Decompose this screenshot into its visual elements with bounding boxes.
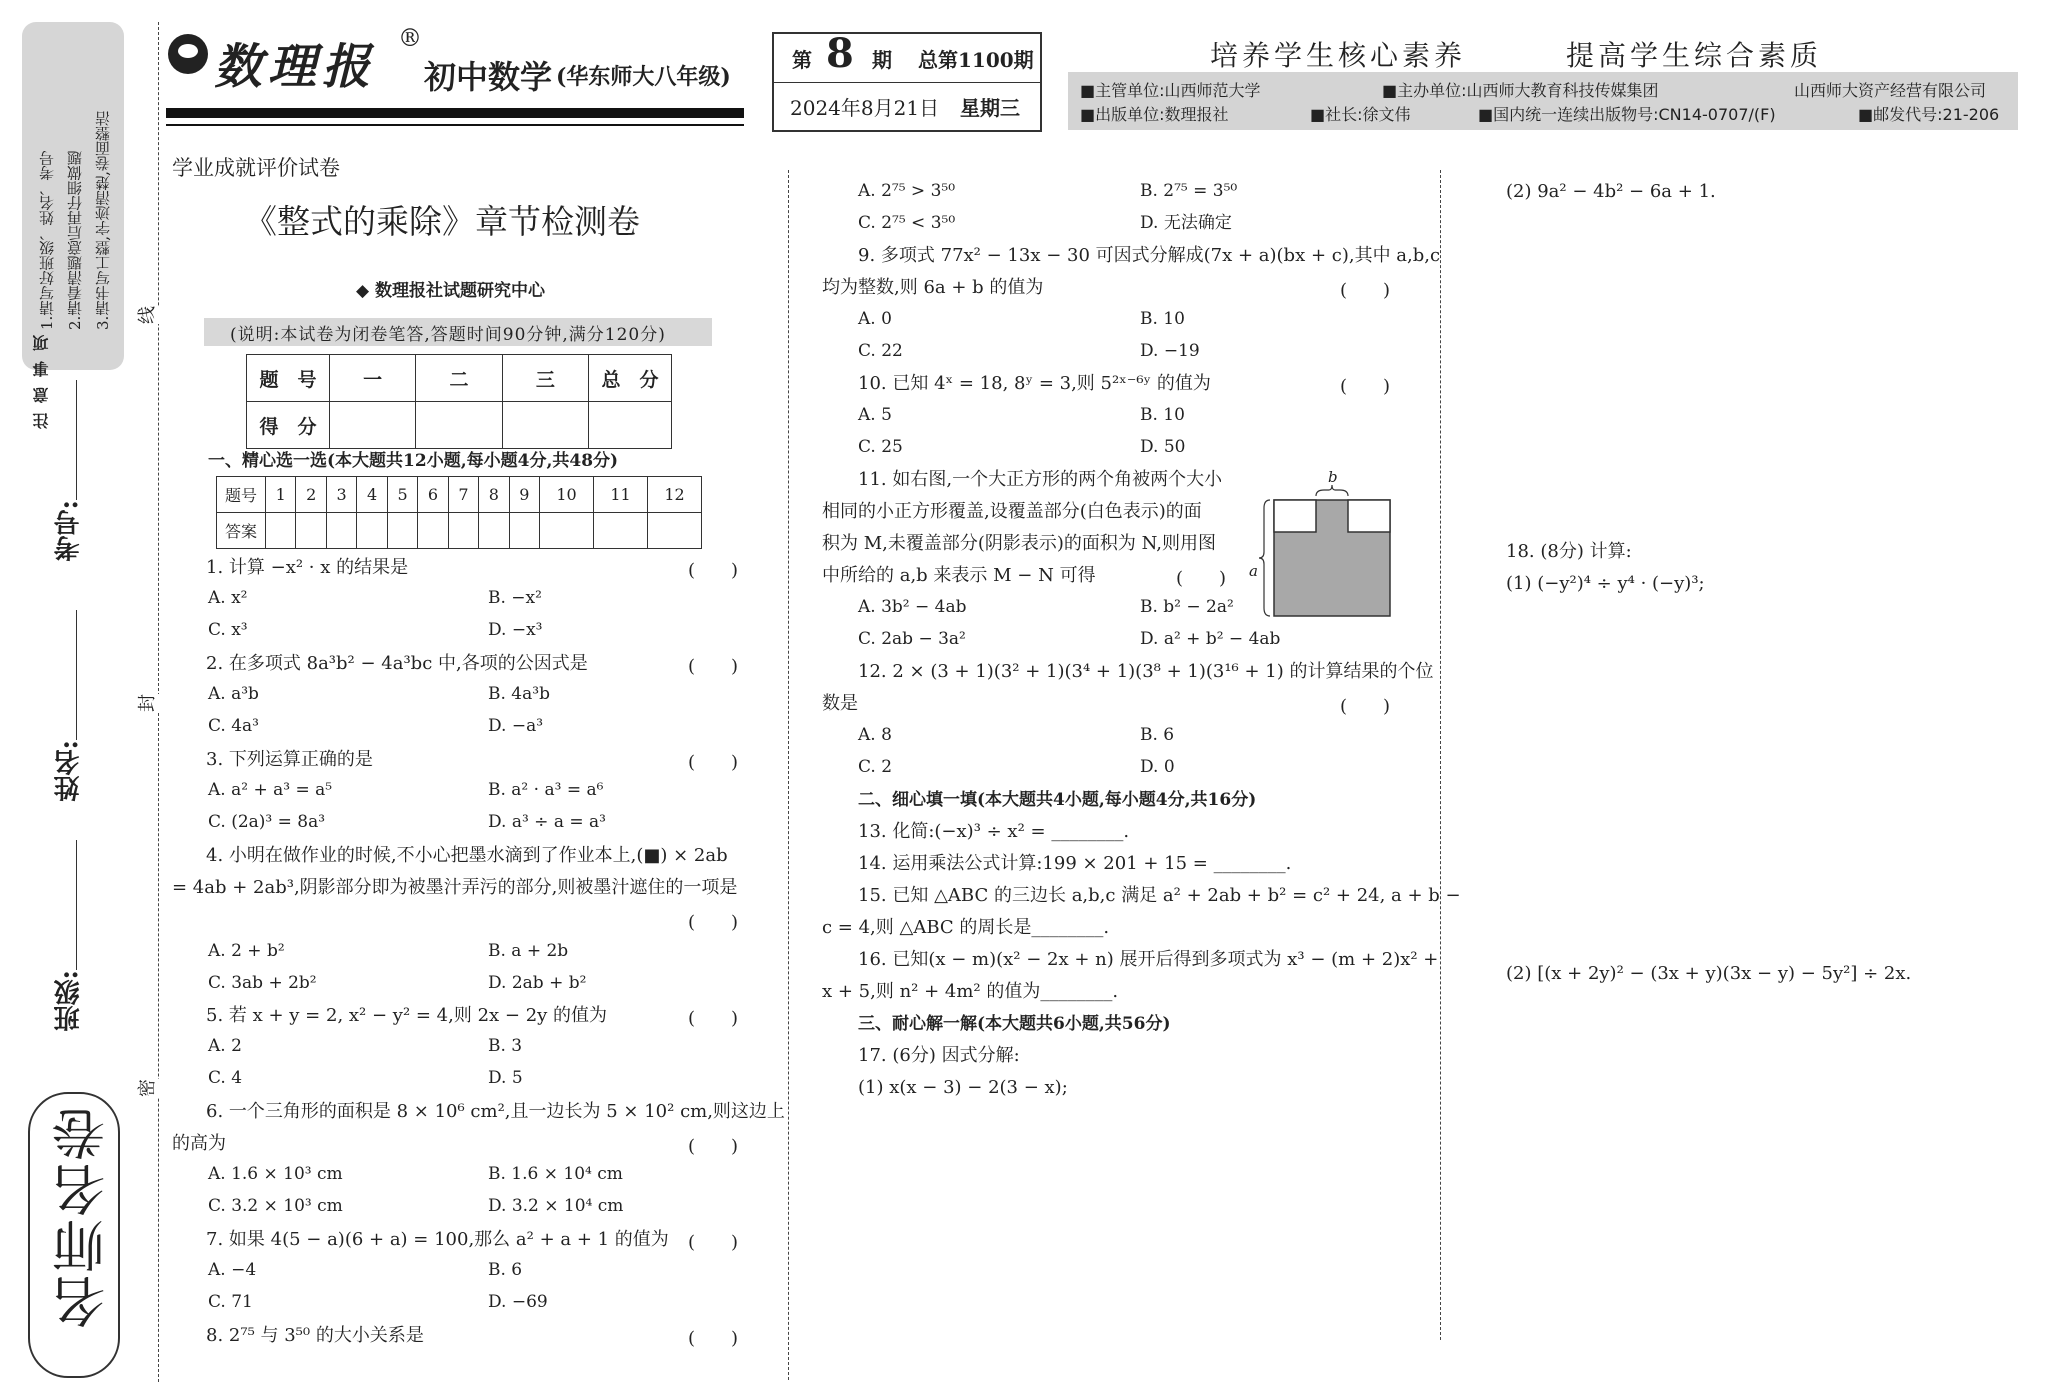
slogan-2: 提高学生综合素质 xyxy=(1566,39,1823,72)
q6-option-a: A. 1.6 × 10³ cm xyxy=(208,1164,343,1184)
q5-option-b: B. 3 xyxy=(488,1036,523,1056)
q3-option-c: C. (2a)³ = 8a³ xyxy=(208,812,326,832)
q7-option-b: B. 6 xyxy=(488,1260,523,1280)
question-18-part-2: (2) [(x + 2y)² − (3x + y)(3x − y) − 5y²] ÷ 2x. xyxy=(1506,963,1912,984)
note-1: 1.请写好班级、姓名、考号 xyxy=(38,150,56,330)
secret-mark: 密 xyxy=(133,1079,159,1097)
q12-option-b: B. 6 xyxy=(1140,725,1175,745)
q7-option-c: C. 71 xyxy=(208,1292,253,1312)
score-table xyxy=(246,354,672,449)
issue-prefix: 第 xyxy=(792,48,812,72)
answer-cell[interactable] xyxy=(647,513,701,549)
question-7: 7. 如果 4(5 − a)(6 + a) = 100,那么 a² + a + 1 的值为 xyxy=(206,1229,669,1250)
answer-cell[interactable] xyxy=(594,513,648,549)
answer-paren-1[interactable]: ( ) xyxy=(688,560,739,581)
q4-option-d: D. 2ab + b² xyxy=(488,973,587,993)
q6-option-b: B. 1.6 × 10⁴ cm xyxy=(488,1164,623,1184)
q1-option-a: A. x² xyxy=(208,588,248,608)
score-label: 得 分 xyxy=(247,402,330,449)
answer-cell[interactable] xyxy=(326,513,356,549)
q11-option-d: D. a² + b² − 4ab xyxy=(1140,629,1281,649)
q1-option-b: B. −x² xyxy=(488,588,542,608)
score-cell-1[interactable] xyxy=(330,402,416,449)
score-cell-2[interactable] xyxy=(416,402,502,449)
q9-option-c: C. 22 xyxy=(858,341,903,361)
column-divider-2 xyxy=(1440,170,1441,1340)
answer-cell[interactable] xyxy=(357,513,387,549)
instruction-text: (说明:本试卷为闭卷笔答,答题时间90分钟,满分120分) xyxy=(230,325,666,345)
answer-paren-4[interactable]: ( ) xyxy=(688,912,739,933)
paper-label: 学业成就评价试卷 xyxy=(172,156,340,180)
question-16-line-1: 16. 已知(x − m)(x² − 2x + n) 展开后得到多项式为 x³ − (m + 2)x² + xyxy=(858,949,1439,970)
answer-cell[interactable] xyxy=(479,513,509,549)
q12-option-d: D. 0 xyxy=(1140,757,1175,777)
figure-cover-square-right xyxy=(1348,500,1390,532)
answer-cell[interactable] xyxy=(387,513,417,549)
figure-brace-top xyxy=(1316,485,1348,496)
answer-header-6: 6 xyxy=(418,477,448,513)
column-divider-1 xyxy=(788,170,789,1380)
question-3: 3. 下列运算正确的是 xyxy=(206,749,373,770)
score-cell-3[interactable] xyxy=(502,402,588,449)
section-1-heading: 一、精心选一选(本大题共12小题,每小题4分,共48分) xyxy=(208,451,619,471)
answer-paren-9[interactable]: ( ) xyxy=(1340,280,1391,301)
question-17: 17. (6分) 因式分解: xyxy=(858,1045,1020,1066)
answer-table xyxy=(216,476,702,549)
class-field[interactable] xyxy=(76,840,77,970)
q9-option-d: D. −19 xyxy=(1140,341,1200,361)
question-2: 2. 在多项式 8a³b² − 4a³bc 中,各项的公因式是 xyxy=(206,653,588,674)
q5-option-c: C. 4 xyxy=(208,1068,243,1088)
notes-title: 注意事项 xyxy=(32,325,51,429)
logo-mark-inner xyxy=(178,44,198,58)
q3-option-a: A. a² + a³ = a⁵ xyxy=(208,780,333,800)
question-12-line-2: 数是 xyxy=(822,693,858,714)
question-10: 10. 已知 4ˣ = 18, 8ʸ = 3,则 5²ˣ⁻⁶ʸ 的值为 xyxy=(858,373,1211,394)
q4-option-c: C. 3ab + 2b² xyxy=(208,973,317,993)
answer-header-10: 10 xyxy=(540,477,594,513)
q10-option-a: A. 5 xyxy=(858,405,892,425)
q1-option-d: D. −x³ xyxy=(488,620,543,640)
info-supervisor: ■主管单位:山西师范大学 xyxy=(1080,81,1261,100)
name-field[interactable] xyxy=(76,610,77,740)
q4-option-a: A. 2 + b² xyxy=(208,941,285,961)
brand-text: 名师名卷 xyxy=(51,1105,114,1329)
figure-label-a: a xyxy=(1249,562,1258,580)
answer-cell[interactable] xyxy=(266,513,296,549)
answer-paren-3[interactable]: ( ) xyxy=(688,752,739,773)
question-17-part-2: (2) 9a² − 4b² − 6a + 1. xyxy=(1506,181,1716,202)
q3-option-b: B. a² · a³ = a⁶ xyxy=(488,780,604,800)
info-cn-number: ■国内统一连续出版物号:CN14-0707/(F) xyxy=(1478,105,1776,124)
q5-option-a: A. 2 xyxy=(208,1036,242,1056)
answer-header-8: 8 xyxy=(479,477,509,513)
name-label: 姓名: xyxy=(54,740,84,802)
question-15-line-1: 15. 已知 △ABC 的三边长 a,b,c 满足 a² + 2ab + b² = c² + 24, a + b − xyxy=(858,885,1461,906)
answer-cell[interactable] xyxy=(509,513,539,549)
question-11-line-2: 相同的小正方形覆盖,设覆盖部分(白色表示)的面 xyxy=(822,501,1202,522)
question-6-line-2: 的高为 xyxy=(172,1133,226,1154)
question-1: 1. 计算 −x² · x 的结果是 xyxy=(206,557,409,578)
masthead-rule xyxy=(166,108,744,118)
q11-option-b: B. b² − 2a² xyxy=(1140,597,1234,617)
answer-paren-10[interactable]: ( ) xyxy=(1340,376,1391,397)
subtitle: 初中数学 xyxy=(424,58,553,96)
square-figure xyxy=(1250,472,1400,622)
note-2: 2.请看清题意后再仔细做题 xyxy=(66,150,84,330)
q10-option-c: C. 25 xyxy=(858,437,903,457)
question-11-line-1: 11. 如右图,一个大正方形的两个角被两个大小 xyxy=(858,469,1223,490)
figure-label-b: b xyxy=(1328,468,1338,486)
q1-option-c: C. x³ xyxy=(208,620,248,640)
question-16-line-2: x + 5,则 n² + 4m² 的值为________. xyxy=(822,981,1119,1002)
section-2-heading: 二、细心填一填(本大题共4小题,每小题4分,共16分) xyxy=(858,790,1257,810)
info-sponsor: ■主办单位:山西师大教育科技传媒集团 xyxy=(1382,81,1659,100)
answer-header-1: 1 xyxy=(266,477,296,513)
paper-title: 《整式的乘除》章节检测卷 xyxy=(244,202,640,241)
score-header-2: 二 xyxy=(416,355,502,402)
figure-brace-left xyxy=(1259,500,1270,616)
answer-paren-8[interactable]: ( ) xyxy=(688,1328,739,1349)
answer-header-9: 9 xyxy=(509,477,539,513)
q8-option-d: D. 无法确定 xyxy=(1140,213,1232,233)
info-postal-code: ■邮发代号:21-206 xyxy=(1858,105,2000,124)
q11-option-c: C. 2ab − 3a² xyxy=(858,629,966,649)
issue-date: 2024年8月21日 xyxy=(790,96,940,120)
subtitle-edition: (华东师大八年级) xyxy=(556,64,731,90)
question-5: 5. 若 x + y = 2, x² − y² = 4,则 2x − 2y 的值为 xyxy=(206,1005,608,1026)
answer-paren-11[interactable]: ( ) xyxy=(1176,568,1227,589)
question-11-line-3: 积为 M,未覆盖部分(阴影表示)的面积为 N,则用图 xyxy=(822,533,1216,554)
q2-option-b: B. 4a³b xyxy=(488,684,550,704)
answer-paren-5[interactable]: ( ) xyxy=(688,1008,739,1029)
score-header-total: 总 分 xyxy=(589,355,672,402)
question-14: 14. 运用乘法公式计算:199 × 201 + 15 = ________. xyxy=(858,853,1292,874)
logo-text: 数理报 xyxy=(214,39,377,95)
answer-paren-6[interactable]: ( ) xyxy=(688,1136,739,1157)
issue-suffix: 期 xyxy=(872,48,892,72)
q9-option-b: B. 10 xyxy=(1140,309,1185,329)
answer-header-12: 12 xyxy=(647,477,701,513)
question-15-line-2: c = 4,则 △ABC 的周长是________. xyxy=(822,917,1110,938)
q8-option-b: B. 2⁷⁵ = 3⁵⁰ xyxy=(1140,181,1238,201)
answer-cell[interactable] xyxy=(418,513,448,549)
q5-option-d: D. 5 xyxy=(488,1068,523,1088)
score-header-1: 一 xyxy=(330,355,416,402)
answer-header-11: 11 xyxy=(594,477,648,513)
score-cell-total[interactable] xyxy=(589,402,672,449)
note-3: 3.请书写工整,字迹清楚,卷面整洁 xyxy=(94,111,112,330)
q2-option-c: C. 4a³ xyxy=(208,716,259,736)
slogan-1: 培养学生核心素养 xyxy=(1210,39,1467,72)
q6-option-d: D. 3.2 × 10⁴ cm xyxy=(488,1196,624,1216)
total-issue: 总第1100期 xyxy=(918,48,1034,72)
issue-divider xyxy=(772,82,1040,83)
info-president: ■社长:徐文伟 xyxy=(1310,105,1411,124)
q2-option-d: D. −a³ xyxy=(488,716,544,736)
answer-label: 答案 xyxy=(217,513,266,549)
q7-option-d: D. −69 xyxy=(488,1292,548,1312)
question-9-line-2: 均为整数,则 6a + b 的值为 xyxy=(822,277,1044,298)
answer-paren-12[interactable]: ( ) xyxy=(1340,696,1391,717)
exam-no-label: 考号: xyxy=(54,500,84,562)
q2-option-a: A. a³b xyxy=(208,684,259,704)
line-mark: 线 xyxy=(133,306,159,324)
q12-option-a: A. 8 xyxy=(858,725,892,745)
q10-option-d: D. 50 xyxy=(1140,437,1186,457)
question-4-line-1: 4. 小明在做作业的时候,不小心把墨水滴到了作业本上,(■) × 2ab xyxy=(206,845,728,866)
q9-option-a: A. 0 xyxy=(858,309,892,329)
score-header-qno: 题 号 xyxy=(247,355,330,402)
answer-header-4: 4 xyxy=(357,477,387,513)
seal-mark: 封 xyxy=(133,694,159,712)
question-6-line-1: 6. 一个三角形的面积是 8 × 10⁶ cm²,且一边长为 5 × 10² cm,则这边上 xyxy=(206,1101,785,1122)
score-header-3: 三 xyxy=(502,355,588,402)
paper-source: ◆ 数理报社试题研究中心 xyxy=(356,281,545,301)
question-18-part-1: (1) (−y²)⁴ ÷ y⁴ · (−y)³; xyxy=(1506,573,1705,594)
q11-option-a: A. 3b² − 4ab xyxy=(858,597,967,617)
q12-option-c: C. 2 xyxy=(858,757,893,777)
answer-header-label: 题号 xyxy=(217,477,266,513)
section-3-heading: 三、耐心解一解(本大题共6小题,共56分) xyxy=(858,1014,1171,1034)
answer-cell[interactable] xyxy=(448,513,478,549)
answer-paren-7[interactable]: ( ) xyxy=(688,1232,739,1253)
question-11-line-4: 中所给的 a,b 来表示 M − N 可得 xyxy=(822,565,1096,586)
q7-option-a: A. −4 xyxy=(208,1260,257,1280)
issue-weekday: 星期三 xyxy=(960,96,1020,120)
q10-option-b: B. 10 xyxy=(1140,405,1185,425)
question-9-line-1: 9. 多项式 77x² − 13x − 30 可因式分解成(7x + a)(bx + c),其中 a,b,c xyxy=(858,245,1441,266)
q4-option-b: B. a + 2b xyxy=(488,941,569,961)
question-4-line-2: = 4ab + 2ab³,阴影部分即为被墨汁弄污的部分,则被墨汁遮住的一项是 xyxy=(172,877,738,898)
q6-option-c: C. 3.2 × 10³ cm xyxy=(208,1196,343,1216)
answer-paren-2[interactable]: ( ) xyxy=(688,656,739,677)
answer-cell[interactable] xyxy=(296,513,326,549)
q8-option-c: C. 2⁷⁵ < 3⁵⁰ xyxy=(858,213,956,233)
class-label: 班级: xyxy=(54,970,84,1032)
registered-mark: ® xyxy=(398,24,422,52)
info-company: 山西师大资产经营有限公司 xyxy=(1794,81,1987,100)
question-13: 13. 化简:(−x)³ ÷ x² = ________. xyxy=(858,821,1130,842)
info-publisher: ■出版单位:数理报社 xyxy=(1080,105,1229,124)
q3-option-d: D. a³ ÷ a = a³ xyxy=(488,812,606,832)
question-18: 18. (8分) 计算: xyxy=(1506,541,1632,562)
masthead-rule-thin xyxy=(166,124,744,126)
figure-cover-square-left xyxy=(1274,500,1316,532)
answer-header-3: 3 xyxy=(326,477,356,513)
issue-number: 8 xyxy=(826,30,854,77)
exam-no-field[interactable] xyxy=(76,380,77,500)
answer-cell[interactable] xyxy=(540,513,594,549)
question-17-part-1: (1) x(x − 3) − 2(3 − x); xyxy=(858,1077,1068,1098)
answer-header-5: 5 xyxy=(387,477,417,513)
question-12-line-1: 12. 2 × (3 + 1)(3² + 1)(3⁴ + 1)(3⁸ + 1)(3¹⁶ + 1) 的计算结果的个位 xyxy=(858,661,1434,682)
answer-header-2: 2 xyxy=(296,477,326,513)
question-8: 8. 2⁷⁵ 与 3⁵⁰ 的大小关系是 xyxy=(206,1325,424,1346)
answer-header-7: 7 xyxy=(448,477,478,513)
q8-option-a: A. 2⁷⁵ > 3⁵⁰ xyxy=(858,181,956,201)
